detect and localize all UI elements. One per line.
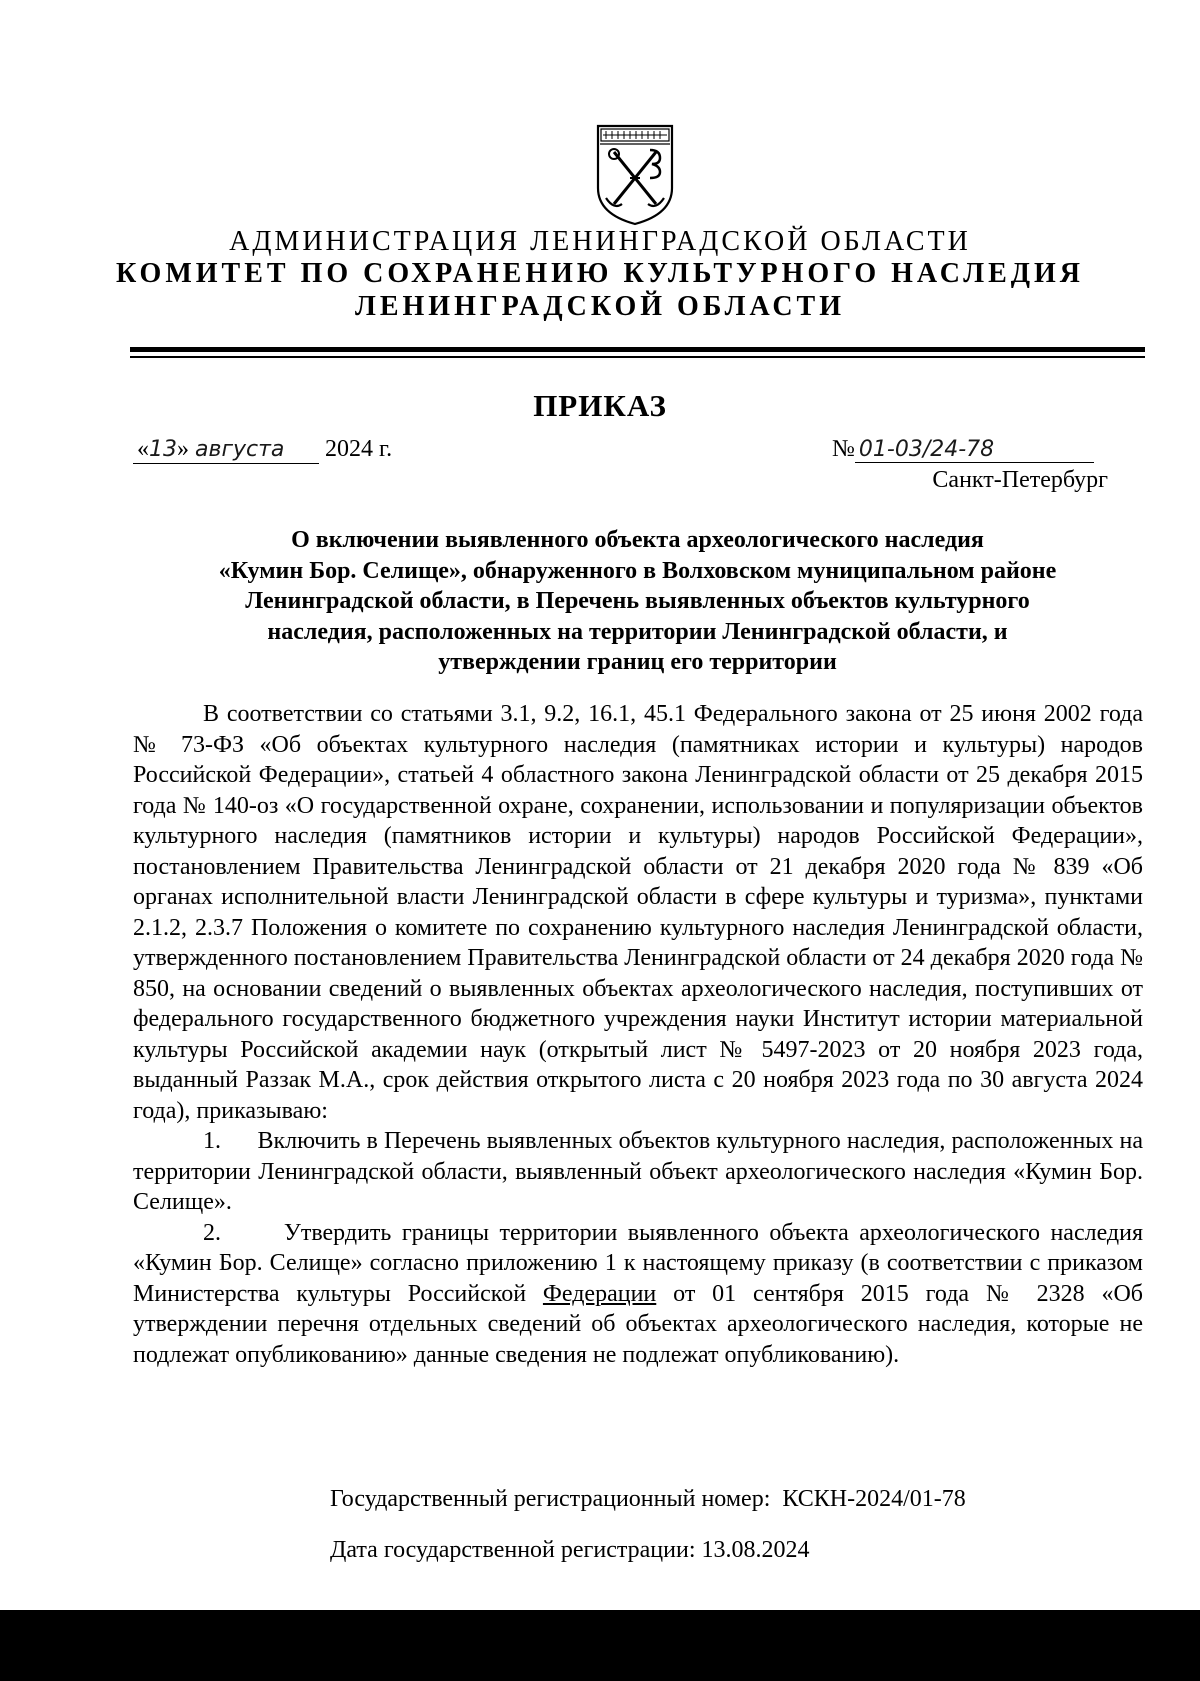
item-number: 1. [203,1128,221,1154]
registration-date-label: Дата государственной регистрации: [330,1537,696,1563]
title-line: утверждении границ его территории [438,649,837,675]
committee-name: КОМИТЕТ ПО СОХРАНЕНИЮ КУЛЬТУРНОГО НАСЛЕДИЯ [115,258,1085,289]
order-date [133,436,392,464]
number-prefix: № [832,436,855,462]
date-year: 2024 г. [325,436,393,462]
document-type-heading: ПРИКАЗ [533,388,667,423]
title-line: Ленинградской области, в Перечень выявленных объектов культурного [245,588,1030,614]
order-number [832,436,1094,463]
registration-number [330,1486,966,1513]
order-title [130,525,1145,678]
header-divider-thick [130,347,1145,352]
region-name: ЛЕНИНГРАДСКОЙ ОБЛАСТИ [354,291,846,322]
header-divider-thin [130,356,1145,358]
order-item-1 [133,1126,1143,1218]
administration-name: АДМИНИСТРАЦИЯ ЛЕНИНГРАДСКОЙ ОБЛАСТИ [229,226,971,257]
item-text: Включить в Перечень выявленных объектов культурного наследия, расположенных на территории Ленинградской области, выявленный объект археологического наследия «Кумин Бор. Селище». [133,1128,1143,1215]
number-handwritten-value: 01-03/24-78 [855,437,1094,463]
registration-date [330,1537,810,1564]
registration-date-value: 13.08.2024 [701,1537,810,1563]
date-handwritten-field [133,436,319,464]
item-number: 2. [203,1219,221,1246]
preamble-paragraph: В соответствии со статьями 3.1, 9.2, 16.1, 45.1 Федерального закона от 25 июня 2002 года № 73-ФЗ «Об объектах культурного наследия (памятниках истории и культуры) народов Российской Федерации», статьей 4 областного закона Ленинградской области от 25 декабря 2015 года № 140-оз «О государственной охране, сохранении, использовании и популяризации объектов культурного наследия (памятников истории и культуры) народов Российской Федерации», постановлением Правительства Ленинградской области от 21 декабря 2020 года № 839 «Об органах исполнительной власти Ленинградской области в сфере культуры и туризма», пунктами 2.1.2, 2.3.7 Положения о комитете по сохранению культурного наследия Ленинградской области, утвержденного постановлением Правительства Ленинградской области от 24 декабря 2020 года № 850, на основании сведений о выявленных объектах археологического наследия, поступивших от федерального государственного бюджетного учреждения науки Институт истории материальной культуры Российской академии наук (открытый лист № 5497-2023 от 20 ноября 2023 года, выданный Раззак М.А., срок действия открытого листа с 20 ноября 2023 года по 30 августа 2024 года), приказываю: [133,701,1144,1124]
registration-number-value: КСКН-2024/01-78 [782,1486,966,1512]
item-text-continued: от 01 сентября 2015 года № 2328 «Об утверждении перечня отдельных сведений об объектах археологического наследия, которые не подлежат опубликованию» данные сведения не подлежат опубликованию). [133,1280,1143,1368]
order-item-2 [133,1218,1143,1371]
title-line: «Кумин Бор. Селище», обнаруженного в Волховском муниципальном районе [218,557,1057,584]
order-body [133,699,1143,1370]
scan-bottom-edge [0,1610,1200,1681]
date-close-quote: » [177,436,189,462]
title-line: О включении выявленного объекта археологического наследия [291,527,984,553]
date-open-quote: « [137,436,149,462]
date-day: 13 [149,437,177,462]
date-month: августа [195,437,285,462]
underlined-word: Федерации [542,1280,657,1307]
city-label: Санкт-Петербург [932,467,1108,493]
item-text: Утвердить границы территории выявленного объекта археологического наследия «Кумин Бор. Селище» согласно приложению 1 к настоящему приказу (в соответствии с приказом Министерства культуры Российской [133,1219,1144,1307]
registration-number-label: Государственный регистрационный номер: [330,1486,771,1512]
title-line: наследия, расположенных на территории Ленинградской области, и [267,618,1008,645]
coat-of-arms-emblem [590,118,680,228]
